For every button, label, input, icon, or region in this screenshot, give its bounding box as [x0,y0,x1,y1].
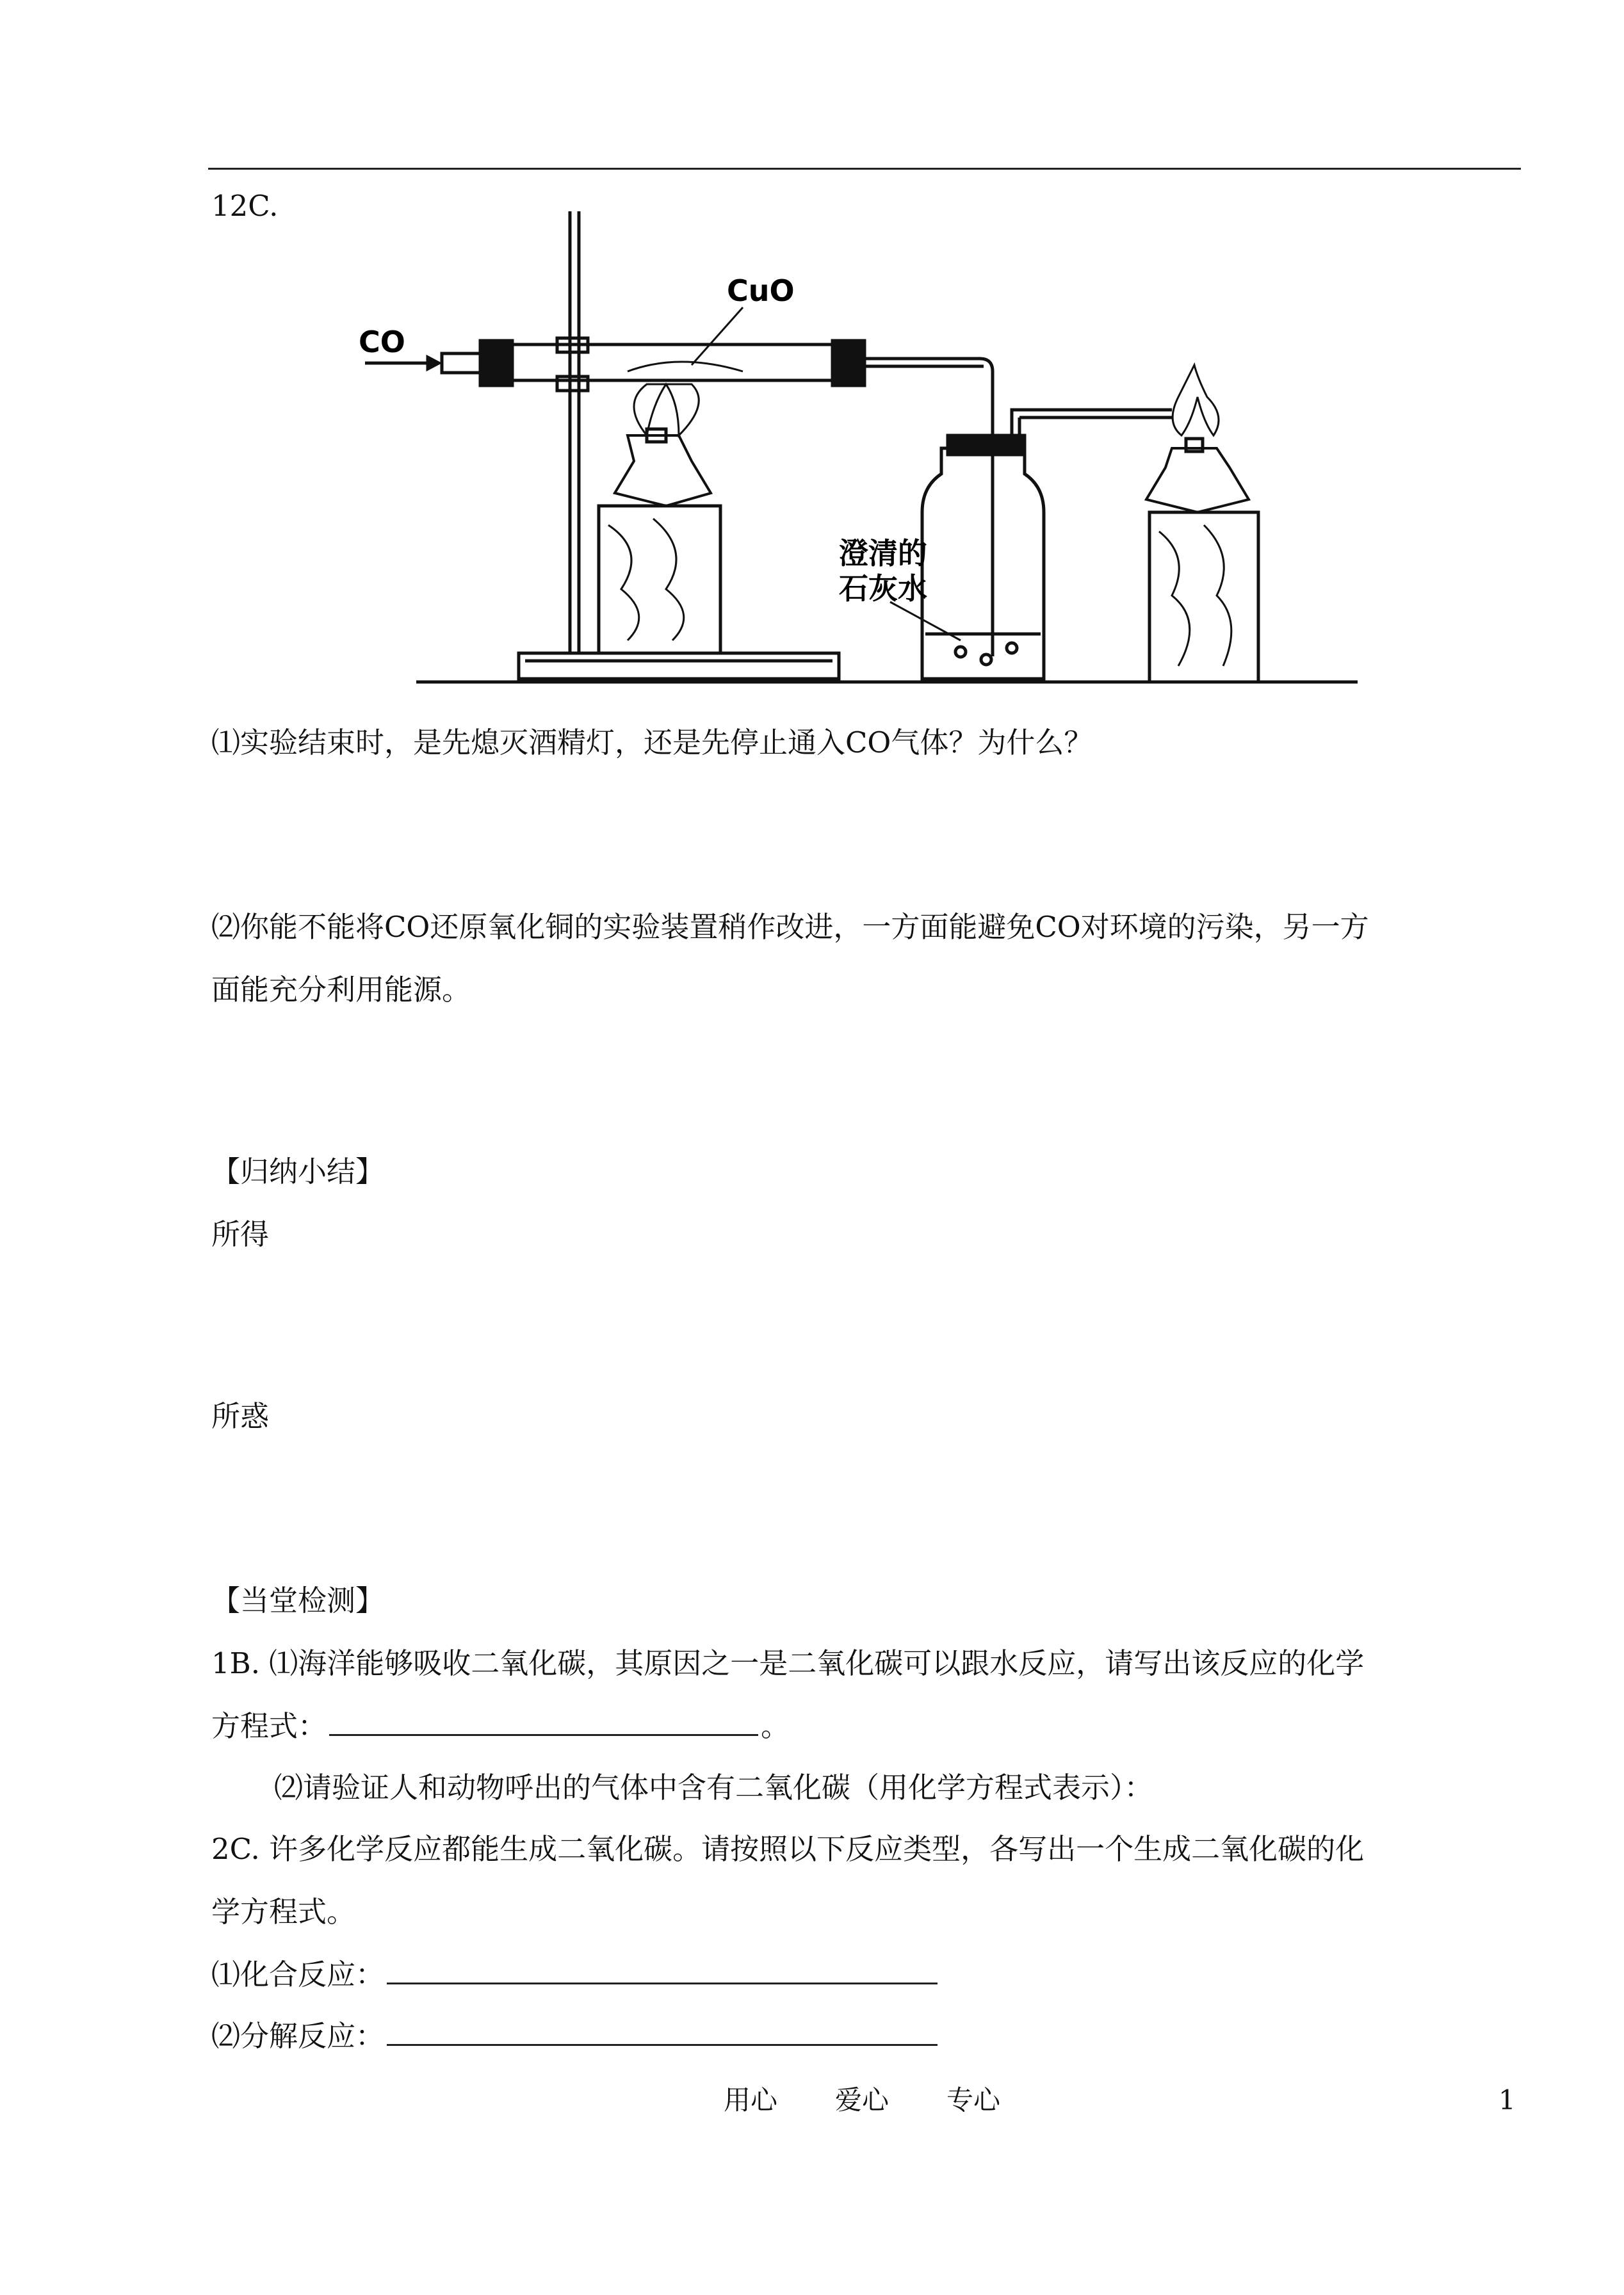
co-reduction-apparatus-figure [346,192,1370,704]
alcohol-lamp-right [1146,448,1249,512]
summary-heading: 【归纳小结】 [211,1155,385,1188]
summary-doubt: 所惑 [211,1399,270,1433]
check-q2-line2: 学方程式。 [211,1895,356,1929]
exit-pipe [1012,410,1172,435]
label-limewater-line1: 澄清的 [839,536,927,571]
check-q1-line2 [211,1706,790,1746]
bottle-stopper [948,435,1025,455]
question-number: 12C. [211,189,279,223]
check-q1-line2-prefix: 方程式： [211,1709,327,1743]
cuo-pointer [692,307,743,365]
check-q1-part2: ⑵请验证人和动物呼出的气体中含有二氧化碳（用化学方程式表示）： [274,1771,1153,1804]
question12-part2-line2: 面能充分利用能源。 [211,973,471,1007]
label-limewater-line2: 石灰水 [839,571,927,606]
inlet-tube [442,353,480,373]
label-co: CO [359,325,405,359]
clamp-lower [557,377,588,391]
answer-blank-q2a[interactable] [387,1954,938,1984]
stand-base [519,653,839,679]
cuo-pile [628,362,743,371]
summary-gain: 所得 [211,1217,270,1251]
label-cuo: CuO [727,273,795,308]
answer-blank-q1[interactable] [329,1706,758,1736]
wooden-block-left [599,506,720,653]
check-q2-a [211,1954,940,1994]
check-q1-line2-suffix: 。 [761,1709,790,1743]
check-q1-line1: 1B. ⑴海洋能够吸收二氧化碳，其原因之一是二氧化碳可以跟水反应，请写出该反应的化学 [211,1646,1365,1680]
check-heading: 【当堂检测】 [211,1584,385,1618]
footer-motto-1: 用心 [724,2084,778,2116]
check-q2-line1: 2C. 许多化学反应都能生成二氧化碳。请按照以下反应类型，各写出一个生成二氧化碳的化 [211,1832,1365,1866]
header-rule [208,168,1521,170]
right-stopper [832,341,865,385]
alcohol-lamp-left [615,435,711,506]
check-q2-a-label: ⑴化合反应： [211,1958,385,1991]
footer-motto-3: 专心 [946,2084,1001,2116]
exhaust-flame [1173,365,1219,435]
footer-motto-2: 爱心 [835,2084,889,2116]
left-stopper [480,341,512,385]
outlet-pipe [865,359,993,480]
page-number: 1 [1498,2084,1516,2116]
question12-part2-line1: ⑵你能不能将CO还原氧化铜的实验装置稍作改进，一方面能避免CO对环境的污染，另一方 [211,910,1369,944]
check-q2-b-label: ⑵分解反应： [211,2019,385,2053]
check-q2-b [211,2016,940,2056]
limewater-bottle [922,448,1044,679]
question12-part1: ⑴实验结束时，是先熄灭酒精灯，还是先停止通入CO气体？为什么？ [211,726,1093,759]
answer-blank-q2b[interactable] [387,2016,938,2046]
